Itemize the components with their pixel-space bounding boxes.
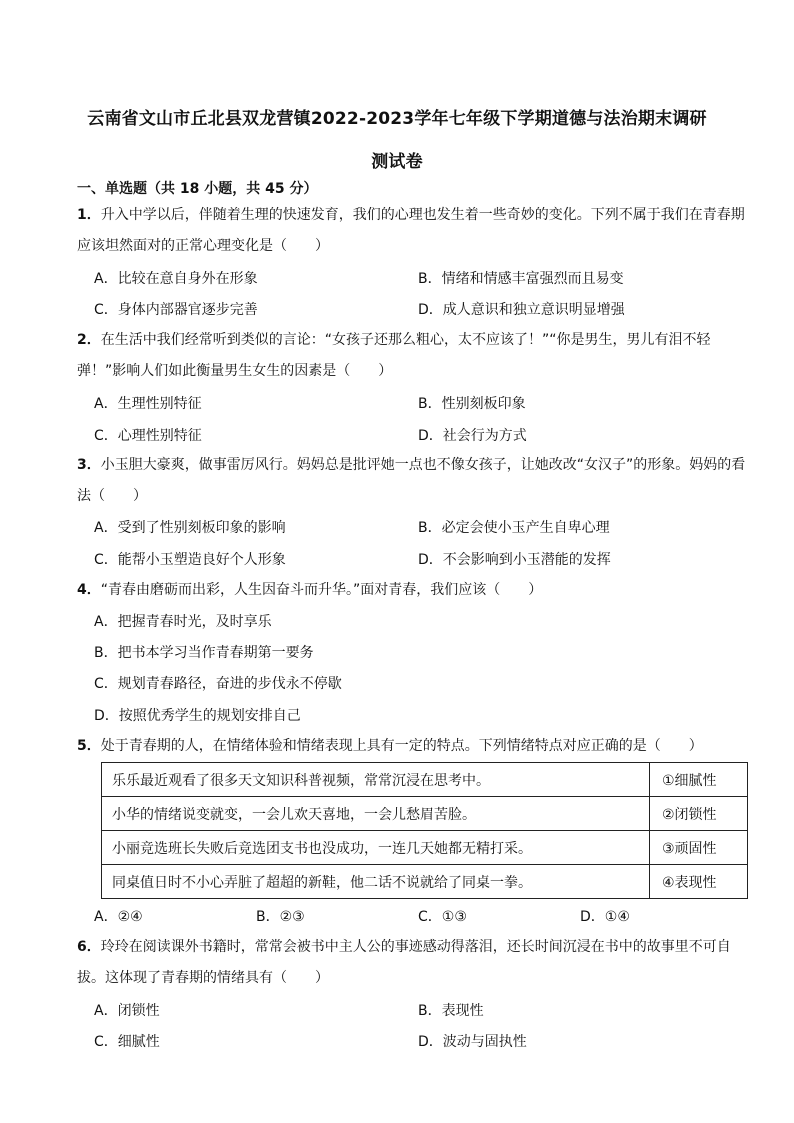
option-1a[interactable]: A．比较在意自身外在形象 (94, 271, 258, 287)
option-4d[interactable]: D．按照优秀学生的规划安排自己 (94, 708, 301, 724)
option-5c[interactable]: C．①③ (418, 909, 467, 925)
option-4c[interactable]: C．规划青春路径，奋进的步伐永不停歇 (94, 676, 342, 692)
option-3c[interactable]: C．能帮小玉塑造良好个人形象 (94, 552, 286, 568)
option-3a[interactable]: A．受到了性别刻板印象的影响 (94, 520, 286, 536)
question-stem: 升入中学以后，伴随着生理的快速发育，我们的心理也发生着一些奇妙的变化。下列不属于我们在青春期应该坦然面对的正常心理变化是（ ） (77, 207, 745, 254)
table-row (102, 797, 748, 831)
question-number: 5． (77, 738, 101, 754)
question-number: 3． (77, 457, 101, 473)
table-cell-trait: ①细腻性 (650, 763, 748, 797)
exam-title-continued: 测试卷 (371, 152, 423, 172)
table-cell-trait: ③顽固性 (650, 831, 748, 865)
question-1 (77, 200, 749, 262)
option-6c[interactable]: C．细腻性 (94, 1034, 160, 1050)
option-1d[interactable]: D．成人意识和独立意识明显增强 (418, 302, 625, 318)
question-stem: 玲玲在阅读课外书籍时，常常会被书中主人公的事迹感动得落泪，还长时间沉浸在书中的故事里不可自拔。这体现了青春期的情绪具有（ ） (77, 939, 731, 986)
table-cell-scenario: 乐乐最近观看了很多天文知识科普视频，常常沉浸在思考中。 (102, 763, 650, 797)
option-6b[interactable]: B．表现性 (418, 1003, 484, 1019)
question-number: 1． (77, 207, 101, 223)
option-2d[interactable]: D．社会行为方式 (418, 428, 527, 444)
question-4 (77, 575, 749, 606)
option-2b[interactable]: B．性别刻板印象 (418, 396, 526, 412)
table-row (102, 865, 748, 899)
option-1c[interactable]: C．身体内部器官逐步完善 (94, 302, 258, 318)
option-5d[interactable]: D．①④ (580, 909, 630, 925)
question-number: 4． (77, 582, 101, 598)
question-stem: 处于青春期的人，在情绪体验和情绪表现上具有一定的特点。下列情绪特点对应正确的是（ ） (100, 738, 703, 754)
option-1b[interactable]: B．情绪和情感丰富强烈而且易变 (418, 271, 624, 287)
option-2c[interactable]: C．心理性别特征 (94, 428, 202, 444)
table-cell-trait: ④表现性 (650, 865, 748, 899)
table-row (102, 831, 748, 865)
option-4a[interactable]: A．把握青春时光，及时享乐 (94, 614, 272, 630)
table-row (102, 763, 748, 797)
table-cell-scenario: 小丽竞选班长失败后竞选团支书也没成功，一连几天她都无精打采。 (102, 831, 650, 865)
option-6a[interactable]: A．闭锁性 (94, 1003, 160, 1019)
option-5b[interactable]: B．②③ (256, 909, 305, 925)
table-cell-scenario: 小华的情绪说变就变，一会儿欢天喜地，一会儿愁眉苦脸。 (102, 797, 650, 831)
question-stem: “青春由磨砺而出彩，人生因奋斗而升华。”面对青春，我们应该（ ） (100, 582, 543, 598)
option-5a[interactable]: A．②④ (94, 909, 143, 925)
question-2 (77, 325, 749, 387)
option-3d[interactable]: D．不会影响到小玉潜能的发挥 (418, 552, 611, 568)
question-3 (77, 450, 749, 512)
question-number: 2． (77, 332, 101, 348)
question-5 (77, 731, 749, 762)
option-3b[interactable]: B．必定会使小玉产生自卑心理 (418, 520, 610, 536)
table-cell-trait: ②闭锁性 (650, 797, 748, 831)
emotion-trait-table (101, 762, 748, 899)
section-heading: 一、单选题（共 18 小题，共 45 分） (77, 181, 318, 197)
option-6d[interactable]: D．波动与固执性 (418, 1034, 527, 1050)
table-cell-scenario: 同桌值日时不小心弄脏了超超的新鞋，他二话不说就给了同桌一拳。 (102, 865, 650, 899)
question-stem: 小玉胆大豪爽，做事雷厉风行。妈妈总是批评她一点也不像女孩子，让她改改“女汉子”的形象。妈妈的看法（ ） (77, 457, 746, 504)
option-2a[interactable]: A．生理性别特征 (94, 396, 202, 412)
exam-title: 云南省文山市丘北县双龙营镇2022-2023学年七年级下学期道德与法治期末调研 (87, 109, 707, 129)
question-number: 6． (77, 939, 101, 955)
option-4b[interactable]: B．把书本学习当作青春期第一要务 (94, 645, 314, 661)
question-stem: 在生活中我们经常听到类似的言论：“女孩子还那么粗心，太不应该了！”“你是男生，男儿有泪不轻弹！”影响人们如此衡量男生女生的因素是（ ） (77, 332, 711, 379)
question-6 (77, 932, 749, 994)
